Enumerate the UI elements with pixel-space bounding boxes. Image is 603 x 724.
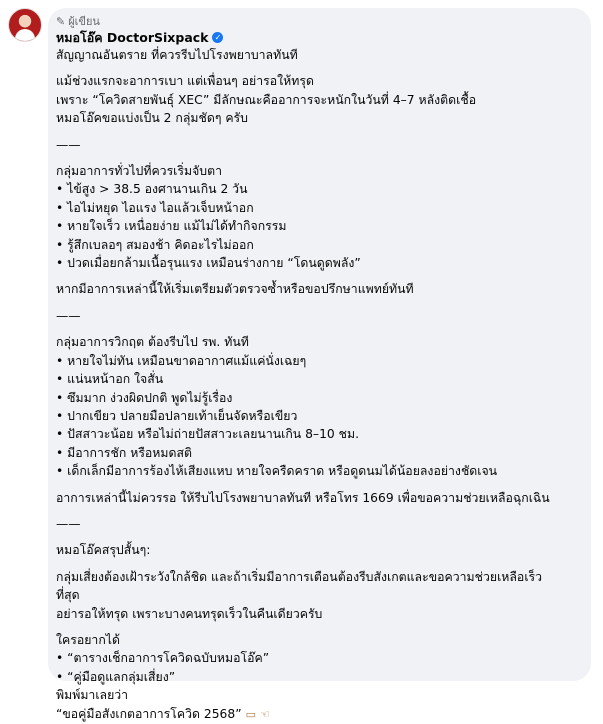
author-name[interactable]: หมอโอ๊ค DoctorSixpack xyxy=(56,30,209,45)
cta-item: • “คู่มือดูแลกลุ่มเสี่ยง” xyxy=(56,669,176,684)
cta-phrase-row xyxy=(56,705,579,724)
group1-item: • ไอไม่หยุด ไอแรง ไอแล้วเจ็บหน้าอก xyxy=(56,200,254,215)
group2-item: • เด็กเล็กมีอาการร้องไห้เสียงแหบ หายใจครืดคราด หรือดูดนมได้น้อยลงอย่างชัดเจน xyxy=(56,464,498,479)
intro-line: หมอโอ๊คขอแบ่งเป็น 2 กลุ่มชัดๆ ครับ xyxy=(56,111,248,126)
group2-title: กลุ่มอาการวิกฤต ต้องรีบไป รพ. ทันที xyxy=(56,335,249,350)
summary-line: กลุ่มเสี่ยงต้องเฝ้าระวังใกล้ชิด และถ้าเริ่มมีอาการเตือนต้องรีบสังเกตและขอความช่วยเหลือเร็ว xyxy=(56,569,543,584)
laptop-icon: ▭ xyxy=(245,707,256,721)
group2-item: • หายใจไม่ทัน เหมือนขาดอากาศแม้แค่นั่งเฉยๆ xyxy=(56,353,307,368)
group1-item: • รู้สึกเบลอๆ สมองช้า คิดอะไรไม่ออก xyxy=(56,237,254,252)
cta-item: • “ตารางเช็กอาการโควิดฉบับหมอโอ๊ค” xyxy=(56,651,270,666)
group1-item: • ปวดเมื่อยกล้ามเนื้อรุนแรง เหมือนร่างกาย “โดนดูดพลัง” xyxy=(56,256,361,271)
group2-item: • แน่นหน้าอก ใจสั่น xyxy=(56,372,164,387)
summary-line: ที่สุด xyxy=(56,588,80,603)
pencil-icon: ✎ xyxy=(56,15,66,28)
section-divider: —— xyxy=(56,308,81,323)
post-title: สัญญาณอันตราย ที่ควรรีบไปโรงพยาบาลทันที xyxy=(56,48,298,62)
group2-item: • มีอาการชัก หรือหมดสติ xyxy=(56,445,192,460)
group2-note: อาการเหล่านี้ไม่ควรรอ ให้รีบไปโรงพยาบาลทันที หรือโทร 1669 เพื่อขอความช่วยเหลือฉุกเฉิน xyxy=(56,490,550,505)
author-role-badge xyxy=(56,14,579,29)
group1-item: • ไข้สูง > 38.5 องศานานเกิน 2 วัน xyxy=(56,182,248,197)
cta-title: ใครอยากได้ xyxy=(56,632,120,647)
cta-instruction: พิมพ์มาเลยว่า xyxy=(56,688,129,703)
summary-line: อย่ารอให้ทรุด เพราะบางคนทรุดเร็วในคืนเดียวครับ xyxy=(56,606,323,621)
avatar-coat xyxy=(15,29,35,42)
group2-item: • ปากเขียว ปลายมือปลายเท้าเย็นจัดหรือเขียว xyxy=(56,408,298,423)
group1-note: หากมีอาการเหล่านี้ให้เริ่มเตรียมตัวตรวจซ้ำหรือขอปรึกษาแพทย์ทันที xyxy=(56,282,414,297)
author-avatar[interactable] xyxy=(8,8,42,42)
group2-item: • ซึมมาก ง่วงผิดปกติ พูดไม่รู้เรื่อง xyxy=(56,390,233,405)
group2-item: • ปัสสาวะน้อย หรือไม่ถ่ายปัสสาวะเลยนานเกิน 8–10 ชม. xyxy=(56,427,359,442)
intro-line: แม้ช่วงแรกจะอาการเบา แต่เพื่อนๆ อย่ารอให้ทรุด xyxy=(56,74,314,89)
group1-title: กลุ่มอาการทั่วไปที่ควรเริ่มจับตา xyxy=(56,164,222,179)
cta-phrase: “ขอคู่มือสังเกตอาการโควิด 2568” xyxy=(56,706,242,721)
group1-item: • หายใจเร็ว เหนื่อยง่าย แม้ไม่ได้ทำกิจกรรม xyxy=(56,219,287,234)
section-divider: —— xyxy=(56,137,81,152)
author-name-row[interactable] xyxy=(56,29,579,46)
author-role-label: ผู้เขียน xyxy=(68,15,100,28)
verified-badge-icon: ✓ xyxy=(212,32,223,43)
summary-title: หมอโอ๊คสรุปสั้นๆ: xyxy=(56,543,151,558)
intro-line: เพราะ “โควิดสายพันธุ์ XEC” มีลักษณะคืออาการจะหนักในวันที่ 4–7 หลังติดเชื้อ xyxy=(56,92,477,107)
comment-bubble xyxy=(48,8,591,721)
section-divider: —— xyxy=(56,516,81,531)
comment-text xyxy=(56,46,579,724)
pointing-hand-icon: ☜ xyxy=(259,707,270,721)
